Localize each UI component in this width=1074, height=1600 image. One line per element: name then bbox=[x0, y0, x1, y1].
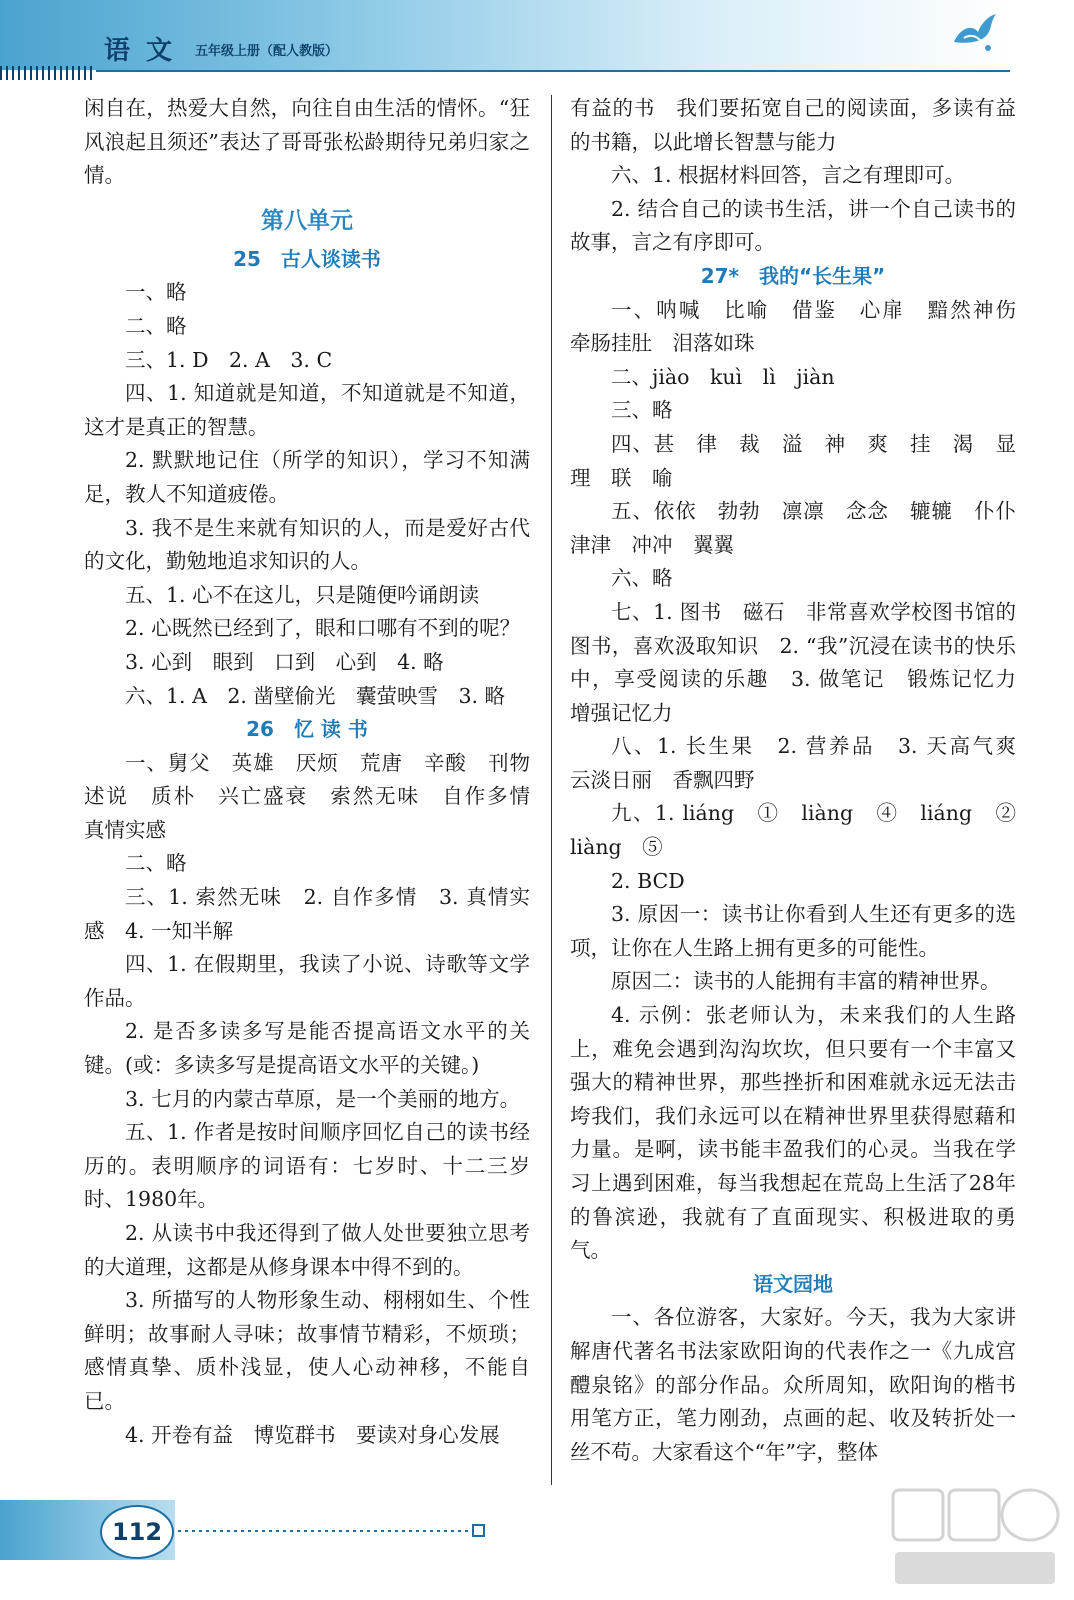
answer-paragraph: 一、舅父 英雄 厌烦 荒唐 辛酸 刊物 述说 质朴 兴亡盛衰 索然无味 自作多情 真情实感 bbox=[84, 750, 551, 842]
answer-paragraph: 2. 心既然已经到了，眼和口哪有不到的呢？ bbox=[125, 616, 521, 641]
answer-paragraph: 八、1. 长生果 2. 营养品 3. 天高气爽 云淡日丽 香飘四野 bbox=[570, 734, 1037, 792]
answer-paragraph: 六、1. 根据材料回答，言之有理即可。 bbox=[611, 163, 966, 188]
answer-paragraph: 2. 是否多读多写是能否提高语文水平的关键。(或：多读多写是提高语文水平的关键。) bbox=[84, 1019, 530, 1078]
answer-paragraph: 一、呐喊 比喻 借鉴 心扉 黯然神伤 牵肠挂肚 泪落如珠 bbox=[570, 297, 1037, 356]
answer-paragraph: 三、略 bbox=[611, 398, 673, 423]
watermark-logo bbox=[885, 1480, 1065, 1595]
answer-paragraph: 2. 从读书中我还得到了做人处世要独立思考的大道理，这都是从修身课本中得不到的。 bbox=[84, 1221, 530, 1279]
answer-paragraph: 闲自在，热爱大自然，向往自由生活的情怀。“狂风浪起且须还”表达了哥哥张松龄期待兄弟归家之情。 bbox=[84, 96, 530, 188]
answer-paragraph: 原因二：读书的人能拥有丰富的精神世界。 bbox=[611, 969, 1001, 994]
answer-paragraph: 4. 开卷有益 博览群书 要读对身心发展 bbox=[125, 1422, 500, 1447]
answer-paragraph: 3. 所描写的人物形象生动、栩栩如生、个性鲜明；故事耐人寻味；故事情节精彩，不烦琐；感情真挚、质朴浅显，使人心动神移，不能自已。 bbox=[84, 1288, 530, 1413]
answer-paragraph: 3. 七月的内蒙古草原，是一个美丽的地方。 bbox=[125, 1086, 521, 1111]
header-ruler bbox=[0, 66, 96, 80]
section-heading: 27* 我的“长生果” bbox=[700, 263, 886, 288]
section-heading: 25 古人谈读书 bbox=[233, 246, 381, 271]
answer-paragraph: 三、1. 索然无味 2. 自作多情 3. 真情实感 4. 一知半解 bbox=[84, 885, 530, 943]
answer-paragraph: 四、1. 在假期里，我读了小说、诗歌等文学作品。 bbox=[84, 952, 530, 1010]
header-subject: 语文 bbox=[104, 36, 189, 66]
answer-paragraph: 2. BCD bbox=[611, 868, 685, 893]
footer-dotted-line bbox=[178, 1530, 468, 1532]
answer-paragraph: 2. 默默地记住（所学的知识），学习不知满足，教人不知道疲倦。 bbox=[84, 448, 530, 506]
answer-paragraph: 九、1. liáng ① liàng ④ liáng ② liàng ⑤ bbox=[570, 801, 1037, 860]
header-line bbox=[96, 70, 1010, 72]
answer-paragraph: 3. 原因一：读书让你看到人生还有更多的选项，让你在人生路上拥有更多的可能性。 bbox=[570, 902, 1016, 960]
footer-square-icon bbox=[472, 1524, 485, 1537]
header-grade: 五年级上册（配人教版） bbox=[195, 44, 339, 59]
answer-paragraph: 3. 心到 眼到 口到 心到 4. 略 bbox=[125, 649, 444, 674]
answer-paragraph: 一、略 bbox=[125, 280, 187, 305]
answer-paragraph: 七、1. 图书 磁石 非常喜欢学校图书馆的图书，喜欢汲取知识 2. “我”沉浸在读书的快乐中，享受阅读的乐趣 3. 做笔记 锻炼记忆力 增强记忆力 bbox=[570, 599, 1037, 725]
answer-paragraph: 二、jiào kuì lì jiàn bbox=[611, 364, 835, 389]
answer-paragraph: 二、略 bbox=[125, 851, 187, 876]
answer-paragraph: 五、1. 作者是按时间顺序回忆自己的读书经历的。表明顺序的词语有：七岁时、十二三岁时、1980年。 bbox=[84, 1120, 530, 1212]
answer-paragraph: 六、1. A 2. 凿壁偷光 囊萤映雪 3. 略 bbox=[125, 683, 506, 708]
answer-paragraph: 一、各位游客，大家好。今天，我为大家讲解唐代著名书法家欧阳询的代表作之一《九成宫醴泉铭》的部分作品。众所周知，欧阳询的楷书用笔方正，笔力刚劲，点画的起、收及转折处一丝不苟。大家看这个“年”字，整体 bbox=[570, 1305, 1016, 1464]
wave-logo-icon bbox=[950, 6, 1000, 56]
section-heading: 语文园地 bbox=[753, 1271, 833, 1296]
section-heading: 26 忆 读 书 bbox=[246, 717, 368, 742]
page-number: 112 bbox=[100, 1505, 174, 1559]
answer-paragraph: 二、略 bbox=[125, 313, 187, 338]
answer-paragraph: 五、1. 心不在这儿，只是随便吟诵朗读 bbox=[125, 582, 480, 607]
answer-paragraph: 有益的书 我们要拓宽自己的阅读面，多读有益的书籍，以此增长智慧与能力 bbox=[570, 96, 1016, 154]
answer-paragraph: 六、略 bbox=[611, 566, 673, 591]
answer-paragraph: 四、甚 律 裁 溢 神 爽 挂 渴 显 理 联 喻 bbox=[570, 431, 1037, 490]
answer-paragraph: 五、依依 勃勃 凛凛 念念 辘辘 仆仆 津津 冲冲 翼翼 bbox=[570, 499, 1037, 557]
answer-paragraph: 2. 结合自己的读书生活，讲一个自己读书的故事，言之有序即可。 bbox=[570, 196, 1016, 255]
right-column bbox=[570, 92, 1037, 1469]
left-column bbox=[84, 92, 551, 1452]
answer-paragraph: 3. 我不是生来就有知识的人，而是爱好古代的文化，勤勉地追求知识的人。 bbox=[84, 515, 530, 574]
column-divider bbox=[551, 95, 552, 1485]
answer-paragraph: 三、1. D 2. A 3. C bbox=[125, 347, 333, 372]
answer-paragraph: 4. 示例：张老师认为，未来我们的人生路上，难免会遇到沟沟坎坎，但只要有一个丰富又强大的精神世界，那些挫折和困难就永远无法击垮我们，我们永远可以在精神世界里获得慰藉和力量。是啊，读书能丰盈我们的心灵。当我在学习上遇到困难，每当我想起在荒岛上生活了28年的鲁滨逊，我就有了直面现实、积极进取的勇气。 bbox=[570, 1003, 1016, 1263]
answer-paragraph: 四、1. 知道就是知道，不知道就是不知道，这才是真正的智慧。 bbox=[84, 381, 530, 439]
unit-heading: 第八单元 bbox=[261, 207, 353, 234]
